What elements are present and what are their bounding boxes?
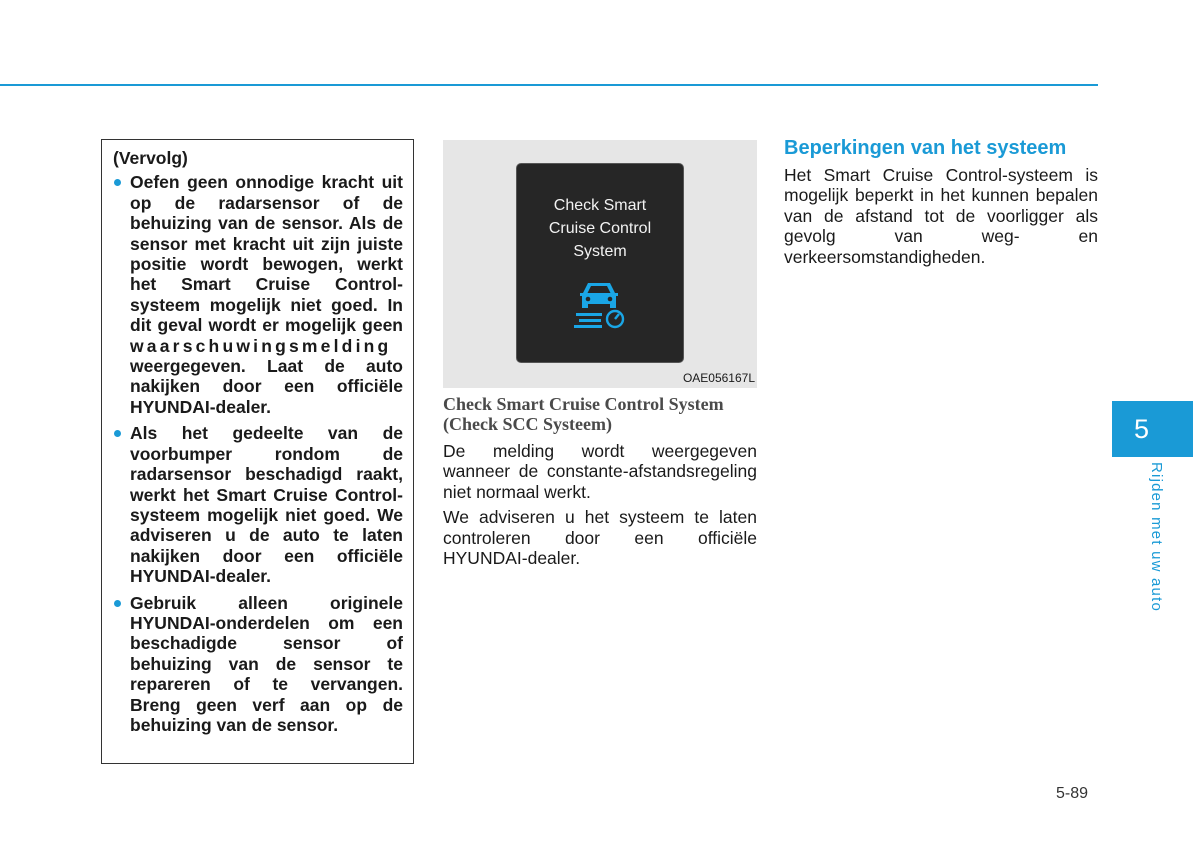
smart-cruise-control-icon <box>574 279 628 329</box>
display-line-2: Cruise Control <box>548 220 652 237</box>
section-title <box>443 394 757 434</box>
warning-bullet-1 <box>113 172 403 417</box>
warning-box <box>101 139 414 764</box>
middle-column <box>443 140 757 568</box>
chapter-tab: 5 <box>1112 401 1193 457</box>
section-paragraph-1: De melding wordt weergegeven wanneer de constante-afstandsregeling niet normaal werkt. <box>443 441 757 502</box>
header-rule <box>0 84 1098 86</box>
section-title-line-2: (Check SCC Systeem) <box>443 414 612 434</box>
figure <box>443 140 757 388</box>
limits-paragraph: Het Smart Cruise Control-systeem is mogelijk beperkt in het kunnen bepalen van de afstand tot de voorligger als gevolg van weg- en verkeersomstandigheden. <box>784 165 1098 267</box>
warning-bullet-2: Als het gedeelte van de voorbumper rondom de radarsensor beschadigd raakt, werkt het Smart Cruise Control-systeem mogelijk niet goed. We adviseren u de auto te laten nakijken door een officiële HYUNDAI-dealer. <box>113 423 403 586</box>
cluster-display <box>516 163 684 363</box>
chapter-label <box>1147 462 1169 622</box>
figure-code: OAE056167L <box>682 371 755 385</box>
display-message <box>517 194 683 263</box>
display-line-1: Check Smart <box>553 197 647 214</box>
continued-label: (Vervolg) <box>113 148 188 168</box>
chapter-label-text: Rijden met uw auto <box>1148 462 1165 613</box>
bullet-1-word: waarschuwingsmelding <box>130 335 392 356</box>
warning-list <box>113 172 403 735</box>
right-column <box>784 136 1098 267</box>
section-title-line-1: Check Smart Cruise Control System <box>443 394 724 414</box>
section-paragraph-2: We adviseren u het systeem te laten controleren door een officiële HYUNDAI-dealer. <box>443 507 757 569</box>
warning-bullet-3: Gebruik alleen originele HYUNDAI-onderdelen om een beschadigde sensor of behuizing van de sensor te repareren of te vervangen. Breng geen verf aan op de behuizing van de sensor. <box>113 593 403 736</box>
bullet-1-text: Oefen geen onnodige kracht uit op de radarsensor of de behuizing van de sensor. Als de sensor met kracht uit zijn juiste positie wordt bewogen, werkt het Smart Cruise Control-systeem mogelijk niet goed. In dit geval wordt er mogelijk geen <box>130 172 403 336</box>
page-number: 5-89 <box>1056 785 1089 802</box>
bullet-1-end: weergegeven. Laat de auto nakijken door een officiële HYUNDAI-dealer. <box>130 356 403 417</box>
display-line-3: System <box>573 243 627 260</box>
limits-title: Beperkingen van het systeem <box>784 137 1067 159</box>
